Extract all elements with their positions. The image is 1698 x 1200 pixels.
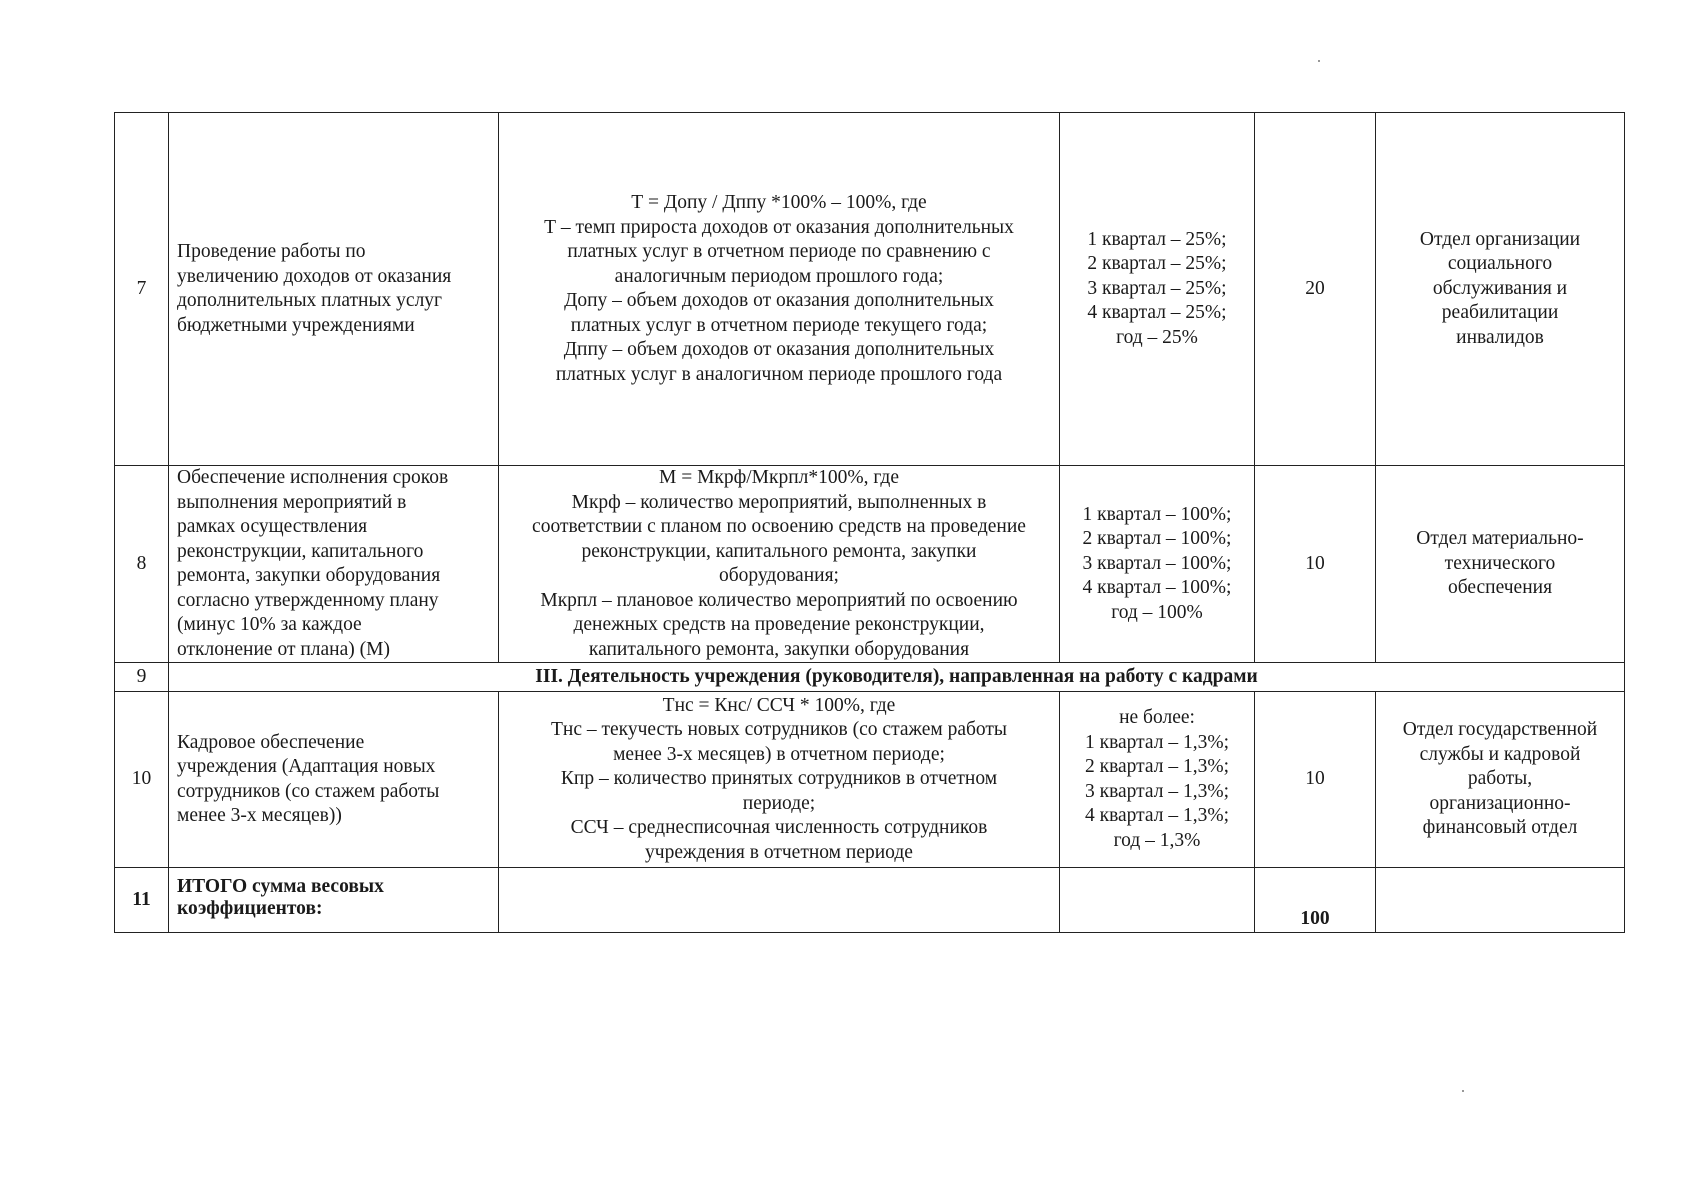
- text-line: Т – темп прироста доходов от оказания дополнительных: [544, 216, 1014, 238]
- text-line: год – 25%: [1116, 326, 1198, 348]
- responsible-department: [1376, 692, 1625, 868]
- text-line: год – 1,3%: [1113, 829, 1201, 851]
- text-line: Дппу – объем доходов от оказания дополнительных: [563, 339, 995, 360]
- text-line: 3 квартал – 25%;: [1087, 277, 1227, 299]
- table-row: [115, 692, 1625, 868]
- total-row: [115, 868, 1625, 933]
- text-line: 2 квартал – 100%;: [1082, 528, 1232, 550]
- indicator-name: [169, 113, 499, 466]
- text-line: реконструкции, капитального: [177, 540, 424, 562]
- text-line: платных услуг в отчетном периоде текущего года;: [570, 314, 988, 336]
- text-line: службы и кадровой: [1419, 743, 1581, 765]
- text-line: Отдел материально-: [1416, 528, 1584, 550]
- text-line: 1 квартал – 1,3%;: [1084, 731, 1230, 753]
- indicator-weight: 10: [1255, 466, 1376, 663]
- text-line: 4 квартал – 100%;: [1082, 577, 1232, 599]
- text-line: Обеспечение исполнения сроков: [177, 467, 449, 488]
- text-line: бюджетными учреждениями: [177, 314, 415, 336]
- text-line: 3 квартал – 100%;: [1082, 552, 1232, 574]
- indicator-weight: 20: [1255, 113, 1376, 466]
- text-line: ремонта, закупки оборудования: [177, 565, 441, 586]
- empty-cell: [1060, 868, 1255, 933]
- text-line: дополнительных платных услуг: [177, 290, 443, 311]
- scan-speck: [1318, 60, 1320, 62]
- indicator-targets: [1060, 466, 1255, 663]
- text-line: соответствии с планом по освоению средств на проведение: [532, 516, 1026, 537]
- text-line: (минус 10% за каждое: [177, 614, 362, 635]
- text-line: инвалидов: [1456, 326, 1544, 348]
- text-line: увеличению доходов от оказания: [177, 265, 452, 287]
- text-line: М = Мкрф/Мкрпл*100%, где: [658, 467, 900, 488]
- table-row: [115, 466, 1625, 663]
- text-line: 4 квартал – 25%;: [1087, 302, 1227, 324]
- text-line: отклонение от плана) (М): [177, 638, 390, 660]
- text-line: 2 квартал – 1,3%;: [1084, 756, 1230, 777]
- indicator-formula: [499, 692, 1060, 868]
- total-weight: 100: [1255, 868, 1376, 933]
- text-line: учреждения в отчетном периоде: [645, 841, 913, 863]
- text-line: 2 квартал – 25%;: [1087, 253, 1227, 275]
- text-line: Отдел организации: [1419, 228, 1581, 250]
- text-line: Проведение работы по: [177, 241, 366, 262]
- text-line: 1 квартал – 25%;: [1087, 228, 1227, 250]
- responsible-department: [1376, 466, 1625, 663]
- empty-cell: [499, 868, 1060, 933]
- text-line: Тнс = Кнс/ ССЧ * 100%, где: [662, 694, 896, 716]
- text-line: не более:: [1119, 707, 1195, 728]
- text-line: платных услуг в отчетном периоде по сравнению с: [567, 241, 991, 262]
- text-line: обеспечения: [1447, 577, 1553, 599]
- text-line: организационно-: [1429, 792, 1571, 814]
- row-number: 8: [115, 466, 169, 663]
- text-line: платных услуг в аналогичном периоде прошлого года: [555, 363, 1003, 385]
- text-line: ССЧ – среднесписочная численность сотрудников: [570, 817, 988, 839]
- indicators-table: [114, 112, 1625, 933]
- text-line: реконструкции, капитального ремонта, закупки: [581, 540, 977, 562]
- indicator-name: [169, 466, 499, 663]
- text-line: денежных средств на проведение реконструкции,: [573, 614, 985, 635]
- text-line: Т = Допу / Дппу *100% – 100%, где: [631, 192, 927, 213]
- text-line: Кадровое обеспечение: [177, 731, 365, 753]
- text-line: год – 100%: [1111, 601, 1203, 623]
- text-line: капитального ремонта, закупки оборудования: [588, 638, 970, 660]
- text-line: учреждения (Адаптация новых: [177, 756, 436, 777]
- section-row: [115, 663, 1625, 692]
- row-number: 9: [115, 663, 169, 692]
- text-line: периоде;: [742, 792, 816, 814]
- indicator-targets: [1060, 692, 1255, 868]
- text-line: согласно утвержденному плану: [177, 589, 439, 611]
- text-line: 1 квартал – 100%;: [1082, 503, 1232, 525]
- text-line: 4 квартал – 1,3%;: [1084, 805, 1230, 826]
- indicator-formula: [499, 466, 1060, 663]
- total-label: [169, 868, 499, 933]
- indicator-targets: [1060, 113, 1255, 466]
- text-line: оборудования;: [719, 565, 839, 586]
- text-line: Мкрф – количество мероприятий, выполненных в: [571, 491, 987, 513]
- indicator-name: [169, 692, 499, 868]
- row-number: 11: [115, 868, 169, 933]
- responsible-department: [1376, 113, 1625, 466]
- section-title: III. Деятельность учреждения (руководителя), направленная на работу с кадрами: [169, 663, 1625, 692]
- text-line: сотрудников (со стажем работы: [177, 780, 440, 802]
- text-line: социального: [1447, 253, 1553, 275]
- text-line: финансовый отдел: [1422, 817, 1578, 839]
- row-number: 10: [115, 692, 169, 868]
- text-line: 3 квартал – 1,3%;: [1084, 780, 1230, 802]
- text-line: реабилитации: [1441, 302, 1559, 324]
- indicator-weight: 10: [1255, 692, 1376, 868]
- text-line: Допу – объем доходов от оказания дополнительных: [564, 290, 994, 311]
- text-line: работы,: [1467, 768, 1533, 790]
- text-line: менее 3-х месяцев)): [177, 805, 342, 826]
- text-line: Тнс – текучесть новых сотрудников (со стажем работы: [550, 719, 1008, 741]
- table-row: [115, 113, 1625, 466]
- text-line: менее 3-х месяцев) в отчетном периоде;: [613, 743, 945, 765]
- text-line: рамках осуществления: [177, 516, 368, 537]
- text-line: выполнения мероприятий в: [177, 491, 407, 513]
- text-line: Кпр – количество принятых сотрудников в отчетном: [560, 768, 998, 790]
- text-line: Отдел государственной: [1402, 719, 1598, 741]
- scan-speck: [1462, 1090, 1464, 1092]
- row-number: 7: [115, 113, 169, 466]
- text-line: обслуживания и: [1432, 277, 1568, 299]
- text-line: коэффициентов:: [177, 898, 323, 919]
- text-line: Мкрпл – плановое количество мероприятий по освоению: [540, 589, 1018, 611]
- text-line: аналогичным периодом прошлого года;: [614, 265, 944, 287]
- indicator-formula: [499, 113, 1060, 466]
- empty-cell: [1376, 868, 1625, 933]
- text-line: ИТОГО сумма весовых: [177, 876, 384, 897]
- text-line: технического: [1444, 552, 1556, 574]
